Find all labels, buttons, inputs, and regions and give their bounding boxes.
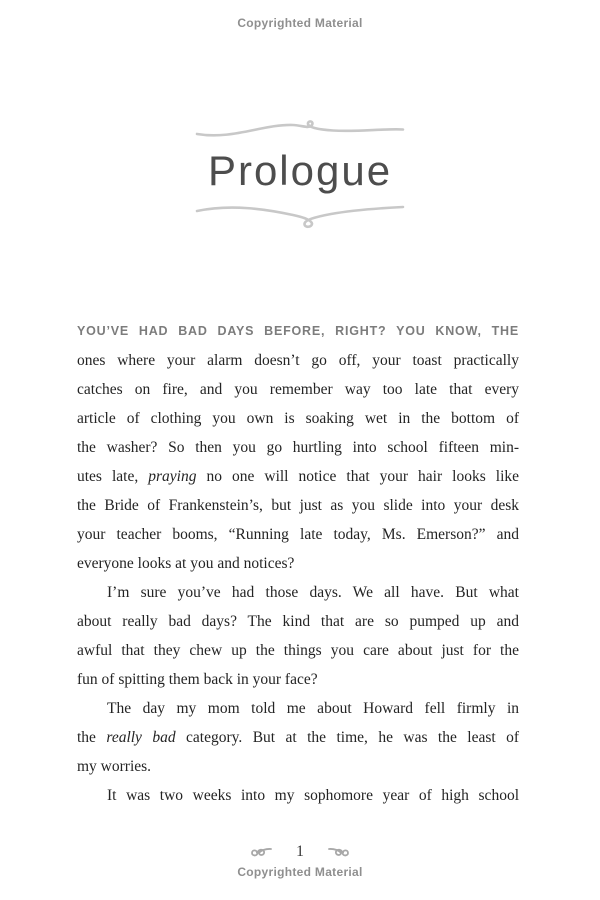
text-line: article of clothing you own is soaking wet in the bottom of	[77, 410, 519, 427]
body-text	[77, 317, 519, 810]
text-line: your teacher booms, “Running late today, Ms. Emerson?” and	[77, 526, 519, 543]
text-line: ones where your alarm doesn’t go off, your toast practically	[77, 352, 519, 369]
text-line: utes late, praying no one will notice that your hair looks like	[77, 468, 520, 485]
squiggle-bottom-icon	[193, 197, 407, 231]
chapter-header	[0, 116, 600, 231]
footer-ornament-right-icon	[326, 846, 350, 859]
copyright-notice-bottom: Copyrighted Material	[237, 865, 363, 879]
text-line: the washer? So then you go hurtling into school fifteen min-	[77, 439, 519, 456]
italic-phrase: really bad	[106, 729, 176, 746]
text-line: my worries.	[77, 758, 152, 775]
text-line: fun of spitting them back in your face?	[77, 671, 318, 688]
text-line: It was two weeks into my sophomore year of high school	[107, 787, 519, 804]
text-line: everyone looks at you and notices?	[77, 555, 295, 572]
text-line: catches on fire, and you remember way too late that every	[77, 381, 519, 398]
chapter-title: Prologue	[207, 147, 393, 194]
italic-word: praying	[148, 468, 197, 485]
text-line: The day my mom told me about Howard fell firmly in	[107, 700, 519, 717]
text-line: about really bad days? The kind that are so pumped up and	[77, 613, 519, 630]
text-line-opener: YOU’VE HAD BAD DAYS BEFORE, RIGHT? YOU KNOW, THE	[77, 324, 519, 338]
text-line: awful that they chew up the things you care about just for the	[77, 642, 519, 659]
text-line: the Bride of Frankenstein’s, but just as you slide into your desk	[77, 497, 519, 514]
page-number: 1	[296, 843, 304, 860]
page-footer	[0, 843, 600, 861]
text-line: the really bad category. But at the time, he was the least of	[77, 729, 519, 746]
squiggle-top-icon	[193, 116, 407, 146]
footer-ornament-left-icon	[250, 846, 274, 859]
copyright-notice-top: Copyrighted Material	[237, 16, 363, 30]
text-line: I’m sure you’ve had those days. We all have. But what	[107, 584, 519, 601]
